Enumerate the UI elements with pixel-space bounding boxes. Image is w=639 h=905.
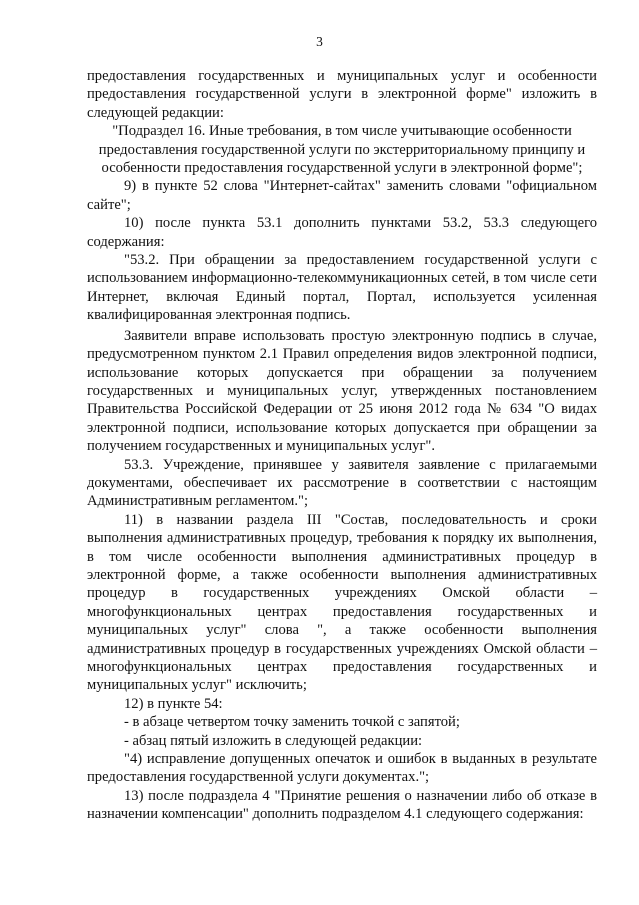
paragraph-item-10: 10) после пункта 53.1 дополнить пунктами 53.2, 53.3 следующего содержания: xyxy=(87,215,597,250)
paragraph-item-13: 13) после подраздела 4 "Принятие решения о назначении либо об отказе в назначении компенсации" дополнить подразделом 4.1 следующего содержания: xyxy=(87,787,597,823)
paragraph-53-3: 53.3. Учреждение, принявшее у заявителя заявление с прилагаемыми документами, обеспечивает их рассмотрение в соответствии с настоящим Административным регламентом."; xyxy=(87,456,597,510)
paragraph-item-12-b: - абзац пятый изложить в следующей редакции: xyxy=(124,732,423,749)
paragraph-continuation: предоставления государственных и муниципальных услуг и особенности предоставления государственной услуги в электронной форме" изложить в следующей редакции: xyxy=(87,68,597,121)
paragraph-item-11: 11) в названии раздела III "Состав, последовательность и сроки выполнения административных процедур, требования к порядку их выполнения, в том числе особенности выполнения административных процедур в электронной форме, а также особенности выполнения административных процедур в государственных учреждениях Омской области – многофункциональных центрах предоставления государственных и муниципальных услуг" слова ", а также особенности выполнения административных процедур в государственных учреждениях Омской области – многофункциональных центрах предоставления государственных и муниципальных услуг" исключить; xyxy=(87,511,597,694)
page-number: 3 xyxy=(316,34,323,49)
document-body xyxy=(87,67,597,824)
paragraph-subsection-title: "Подраздел 16. Иные требования, в том числе учитывающие особенности предоставления государственной услуги по экстерриториальному принципу и особенности предоставления государственной услуги в электронной форме"; xyxy=(98,123,586,177)
paragraph-item-12: 12) в пункте 54: xyxy=(124,695,223,712)
paragraph-item-9: 9) в пункте 52 слова "Интернет-сайтах" заменить словами "официальном сайте"; xyxy=(87,178,597,213)
paragraph-53-2: "53.2. При обращении за предоставлением государственной услуги с использованием информационно-телекоммуникационных сетей, в том числе сети Интернет, включая Единый портал, Портал, используется усиленная квалифицированная электронная подпись. xyxy=(87,252,597,324)
paragraph-item-12-quote: "4) исправление допущенных опечаток и ошибок в выданных в результате предоставления государственной услуги документах."; xyxy=(87,751,597,786)
paragraph-item-12-a: - в абзаце четвертом точку заменить точкой с запятой; xyxy=(124,714,460,731)
paragraph-simple-signature: Заявители вправе использовать простую электронную подпись в случае, предусмотренном пунктом 2.1 Правил определения видов электронной подписи, использование которых допускается при обращении за получением государственных и муниципальных услуг, утвержденных постановлением Правительства Российской Федерации от 25 июня 2012 года № 634 "О видах электронной подписи, использование которых допускается при обращении за получением государственных и муниципальных услуг". xyxy=(87,327,597,455)
